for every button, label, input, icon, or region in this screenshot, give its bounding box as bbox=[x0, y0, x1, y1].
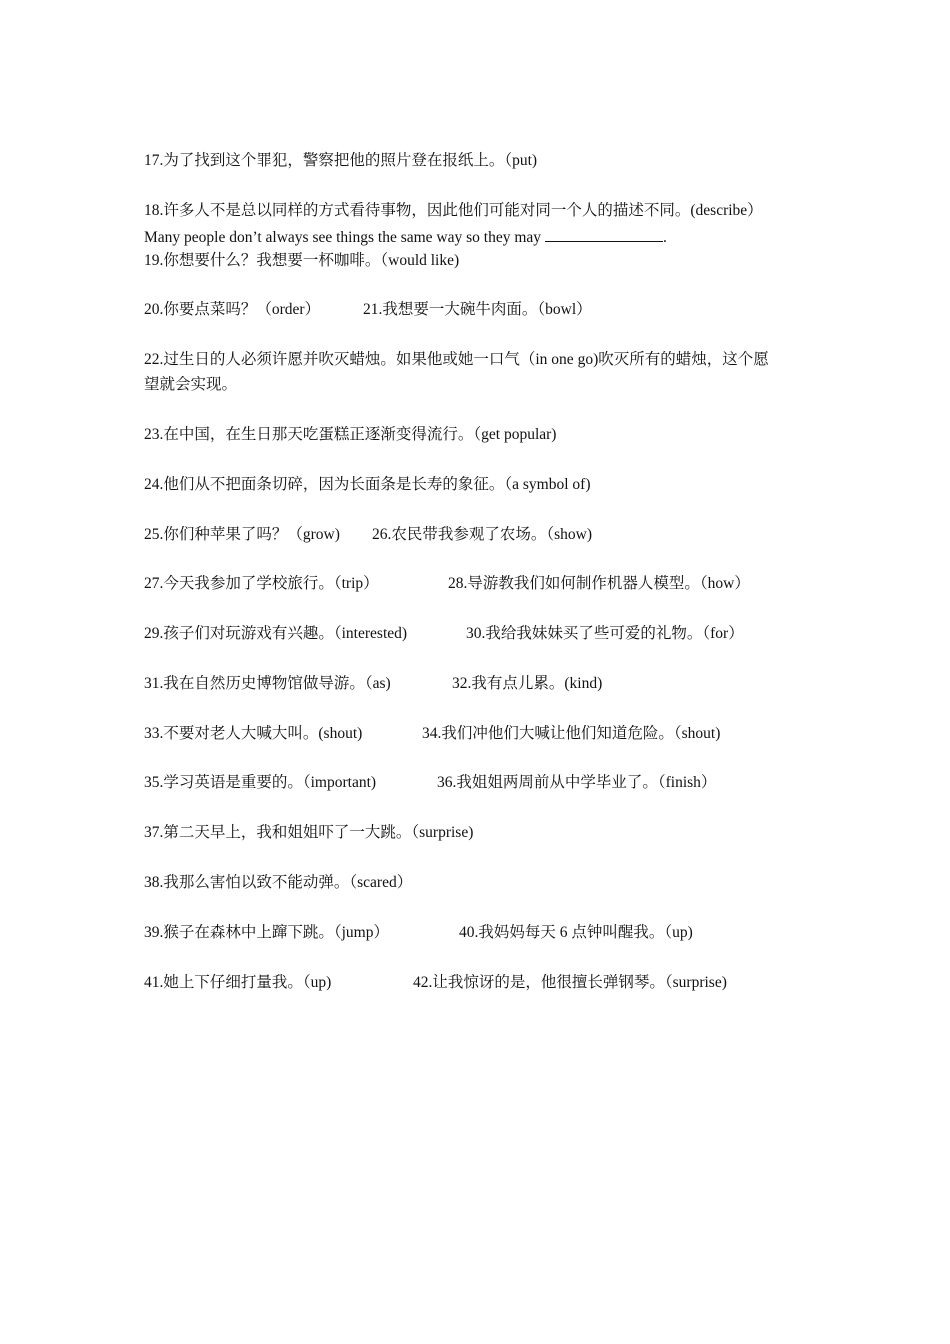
question-21: 21.我想要一大碗牛肉面。（bowl） bbox=[363, 301, 592, 318]
question-23: 23.在中国，在生日那天吃蛋糕正逐渐变得流行。（get popular) bbox=[144, 426, 557, 443]
question-30: 30.我给我妹妹买了些可爱的礼物。（for） bbox=[466, 625, 744, 642]
question-22-line-1: 22.过生日的人必须许愿并吹灭蜡烛。如果他或她一口气（in one go)吹灭所有的蜡烛，这个愿 bbox=[144, 351, 769, 368]
question-37: 37.第二天早上，我和姐姐吓了一大跳。（surprise) bbox=[144, 824, 474, 841]
question-32: 32.我有点儿累。(kind) bbox=[452, 675, 603, 692]
question-38: 38.我那么害怕以致不能动弹。（scared） bbox=[144, 874, 413, 891]
question-17: 17.为了找到这个罪犯，警察把他的照片登在报纸上。（put) bbox=[144, 152, 538, 169]
question-24: 24.他们从不把面条切碎，因为长面条是长寿的象征。（a symbol of) bbox=[144, 476, 591, 493]
question-29: 29.孩子们对玩游戏有兴趣。（interested) bbox=[144, 625, 408, 642]
question-18-english bbox=[144, 227, 667, 248]
question-25: 25.你们种苹果了吗？（grow) bbox=[144, 526, 340, 543]
question-26: 26.农民带我参观了农场。（show) bbox=[372, 526, 593, 543]
question-27: 27.今天我参加了学校旅行。（trip） bbox=[144, 575, 379, 592]
question-31: 31.我在自然历史博物馆做导游。（as) bbox=[144, 675, 391, 692]
answer-blank[interactable] bbox=[545, 227, 663, 242]
question-22-line-2: 望就会实现。 bbox=[144, 376, 238, 393]
question-18-english-end: . bbox=[663, 229, 667, 246]
question-34: 34.我们冲他们大喊让他们知道危险。（shout) bbox=[422, 725, 721, 742]
question-19: 19.你想要什么？我想要一杯咖啡。（would like) bbox=[144, 252, 460, 269]
question-41: 41.她上下仔细打量我。（up) bbox=[144, 974, 332, 991]
question-39: 39.猴子在森林中上蹿下跳。（jump） bbox=[144, 924, 389, 941]
question-42: 42.让我惊讶的是，他很擅长弹钢琴。（surprise) bbox=[413, 974, 727, 991]
question-20: 20.你要点菜吗？（order） bbox=[144, 301, 321, 318]
question-40: 40.我妈妈每天 6 点钟叫醒我。（up) bbox=[459, 924, 693, 941]
question-36: 36.我姐姐两周前从中学毕业了。（finish） bbox=[437, 774, 717, 791]
question-18-english-text: Many people don’t always see things the same way so they may bbox=[144, 229, 542, 246]
question-18: 18.许多人不是总以同样的方式看待事物，因此他们可能对同一个人的描述不同。(describe） bbox=[144, 202, 763, 219]
question-35: 35.学习英语是重要的。（important) bbox=[144, 774, 377, 791]
question-33: 33.不要对老人大喊大叫。(shout) bbox=[144, 725, 363, 742]
question-28: 28.导游教我们如何制作机器人模型。（how） bbox=[448, 575, 750, 592]
